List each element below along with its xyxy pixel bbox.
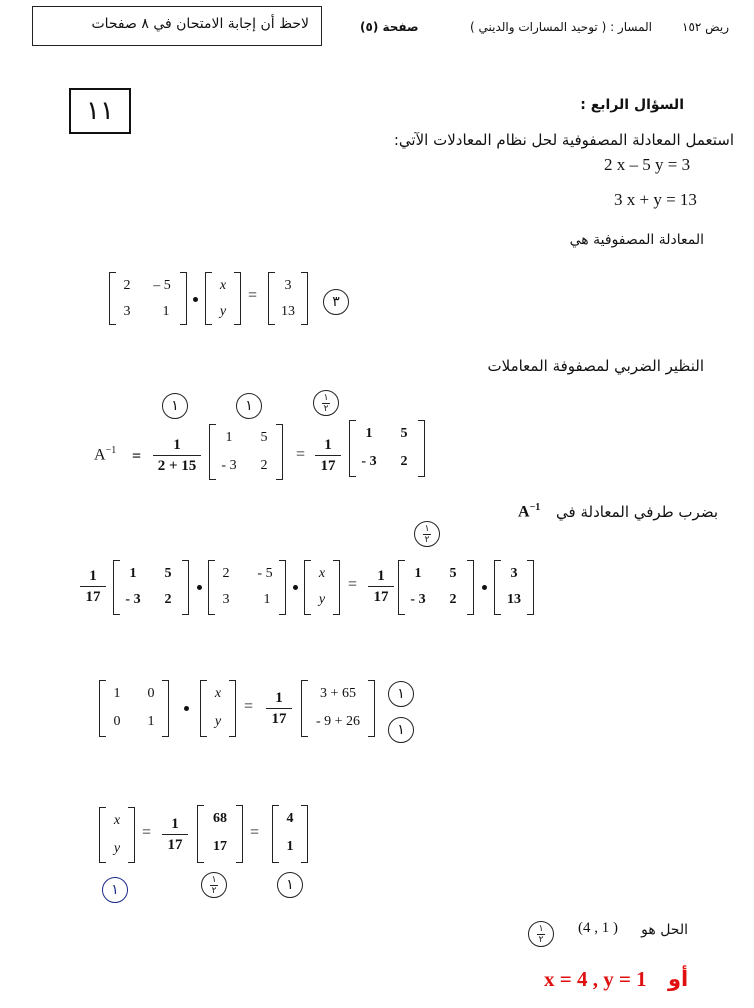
or-label: أو <box>668 967 689 991</box>
matrix-cell: 2 <box>260 458 268 473</box>
scale-fraction-right <box>368 568 394 606</box>
solution-label: الحل هو <box>641 922 688 938</box>
multiply-dot <box>184 706 189 711</box>
matrix-cell: y <box>219 304 227 319</box>
matrix-cell: 2 <box>400 454 408 469</box>
mark-half <box>313 390 339 416</box>
matrix-cell: - 5 <box>257 566 273 581</box>
matrix-cell: 13 <box>507 592 521 607</box>
final-answer-line <box>544 966 688 992</box>
matrix-equation-label: المعادلة المصفوفية هي <box>569 232 704 248</box>
equals-sign: = <box>348 576 358 593</box>
multiply-dot <box>293 585 298 590</box>
mark-one: ١ <box>277 872 303 898</box>
matrix-cell: 5 <box>260 430 268 445</box>
matrix-cell: 3 <box>222 592 230 607</box>
final-vector <box>272 805 308 863</box>
equals-sign: = <box>132 448 142 465</box>
half-den: ٢ <box>211 886 217 896</box>
mark-three: ٣ <box>323 289 349 315</box>
fraction-denominator: 17 <box>85 589 101 605</box>
equals-sign: = <box>244 698 254 715</box>
inverse-scale-fraction <box>315 437 341 475</box>
matrix-cell: 1 <box>365 426 373 441</box>
mark-one: ١ <box>388 681 414 707</box>
matrix-cell: 1 <box>147 714 155 729</box>
matrix-cell: - 9 + 26 <box>315 714 361 729</box>
matrix-cell: y <box>318 592 326 607</box>
fraction-denominator: 17 <box>167 837 183 853</box>
matrix-cell: 2 <box>449 592 457 607</box>
adjugate-matrix-bold <box>349 420 425 477</box>
matrix-cell: - 3 <box>221 458 237 473</box>
matrix-cell: – 5 <box>153 278 171 293</box>
a-symbol: A <box>94 446 106 464</box>
mark-one-blue: ١ <box>102 877 128 903</box>
mark-half <box>201 872 227 898</box>
final-answer: x = 4 , y = 1 <box>544 967 647 991</box>
matrix-cell: 3 <box>510 566 518 581</box>
half-den: ٢ <box>538 935 544 945</box>
adjugate-matrix <box>209 424 283 480</box>
scale-fraction-left <box>80 568 106 606</box>
matrix-cell: x <box>113 813 121 828</box>
coefficient-matrix-2 <box>208 560 286 615</box>
matrix-cell: - 3 <box>361 454 377 469</box>
matrix-cell: 13 <box>281 304 295 319</box>
matrix-cell: 1 <box>286 839 294 854</box>
score-box: ١١ <box>69 88 131 134</box>
fraction-numerator: 1 <box>266 690 292 709</box>
matrix-cell: 5 <box>449 566 457 581</box>
identity-matrix <box>99 680 169 737</box>
multiply-dot <box>193 297 198 302</box>
half-num: ١ <box>211 875 217 885</box>
result-vector <box>197 805 243 863</box>
exam-note-box <box>32 6 322 46</box>
matrix-cell: 3 <box>284 278 292 293</box>
scale-fraction-3 <box>266 690 292 728</box>
inverse-label: النظير الضربي لمصفوفة المعاملات <box>487 357 704 375</box>
matrix-cell: 68 <box>213 811 227 826</box>
coefficient-matrix <box>109 272 187 325</box>
mark-one: ١ <box>162 393 188 419</box>
det-fraction <box>153 437 201 475</box>
half-den: ٢ <box>424 535 430 545</box>
constant-vector <box>268 272 308 325</box>
matrix-cell: 1 <box>162 304 170 319</box>
track-label: المسار : ( توحيد المسارات والديني ) <box>470 20 653 34</box>
matrix-cell: x <box>219 278 227 293</box>
question-title: السؤال الرابع : <box>580 97 684 113</box>
matrix-cell: 3 + 65 <box>320 686 356 701</box>
fraction-denominator: 17 <box>320 458 336 474</box>
matrix-cell: 0 <box>113 714 121 729</box>
half-num: ١ <box>424 524 430 534</box>
fraction-numerator: 1 <box>153 437 201 456</box>
solution-value: (4 , 1 ) <box>578 920 618 936</box>
scale-fraction-4 <box>162 816 188 854</box>
variable-vector-3 <box>200 680 236 737</box>
exam-note: لاحظ أن إجابة الامتحان في ٨ صفحات <box>91 16 309 32</box>
equals-sign: = <box>248 287 258 304</box>
matrix-cell: - 3 <box>125 592 141 607</box>
fraction-numerator: 1 <box>162 816 188 835</box>
matrix-cell: 1 <box>263 592 271 607</box>
matrix-cell: 2 <box>123 278 131 293</box>
fraction-denominator: 17 <box>373 589 389 605</box>
matrix-cell: 5 <box>164 566 172 581</box>
matrix-cell: x <box>318 566 326 581</box>
equals-sign: = <box>142 824 152 841</box>
matrix-cell: y <box>113 841 121 856</box>
question-prompt: استعمل المعادلة المصفوفية لحل نظام المعادلات الآتي: <box>393 131 734 149</box>
variable-vector-4 <box>99 807 135 863</box>
matrix-cell: 1 <box>414 566 422 581</box>
fraction-numerator: 1 <box>80 568 106 587</box>
matrix-cell: 17 <box>213 839 227 854</box>
matrix-cell: 0 <box>147 686 155 701</box>
half-num: ١ <box>323 393 329 403</box>
multiply-label-text: بضرب طرفي المعادلة في <box>556 503 718 521</box>
half-num: ١ <box>538 924 544 934</box>
matrix-cell: 1 <box>129 566 137 581</box>
multiply-label <box>556 503 718 521</box>
equals-sign: = <box>296 446 306 463</box>
matrix-cell: - 3 <box>410 592 426 607</box>
fraction-denominator: 17 <box>271 711 287 727</box>
variable-vector-2 <box>304 560 340 615</box>
inverse-sup: −1 <box>529 502 541 513</box>
a-symbol: A <box>518 503 530 521</box>
constant-vector-2 <box>494 560 534 615</box>
equation-2: 3 x + y = 13 <box>614 190 697 209</box>
equals-sign: = <box>250 824 260 841</box>
fraction-numerator: 1 <box>315 437 341 456</box>
inverse-matrix-right <box>398 560 474 615</box>
matrix-cell: y <box>214 714 222 729</box>
matrix-cell: 1 <box>113 686 121 701</box>
matrix-cell: 4 <box>286 811 294 826</box>
matrix-cell: 2 <box>164 592 172 607</box>
fraction-numerator: 1 <box>368 568 394 587</box>
variable-vector <box>205 272 241 325</box>
matrix-cell: 1 <box>225 430 233 445</box>
inverse-sup: −1 <box>105 445 117 456</box>
a-inverse-label <box>518 502 540 521</box>
product-vector <box>301 680 375 737</box>
inverse-matrix-left <box>113 560 189 615</box>
equation-1: 2 x – 5 y = 3 <box>604 155 691 174</box>
a-inverse <box>94 445 116 464</box>
mark-half <box>414 521 440 547</box>
multiply-dot <box>482 585 487 590</box>
page-number: صفحة (٥) <box>360 20 419 34</box>
multiply-dot <box>197 585 202 590</box>
mark-half <box>528 921 554 947</box>
mark-one: ١ <box>236 393 262 419</box>
matrix-cell: 5 <box>400 426 408 441</box>
course-code: ريض ١٥٢ <box>682 20 729 34</box>
matrix-cell: 3 <box>123 304 131 319</box>
matrix-cell: x <box>214 686 222 701</box>
fraction-denominator: 2 + 15 <box>157 458 197 474</box>
half-den: ٢ <box>323 404 329 414</box>
matrix-cell: 2 <box>222 566 230 581</box>
mark-one: ١ <box>388 717 414 743</box>
